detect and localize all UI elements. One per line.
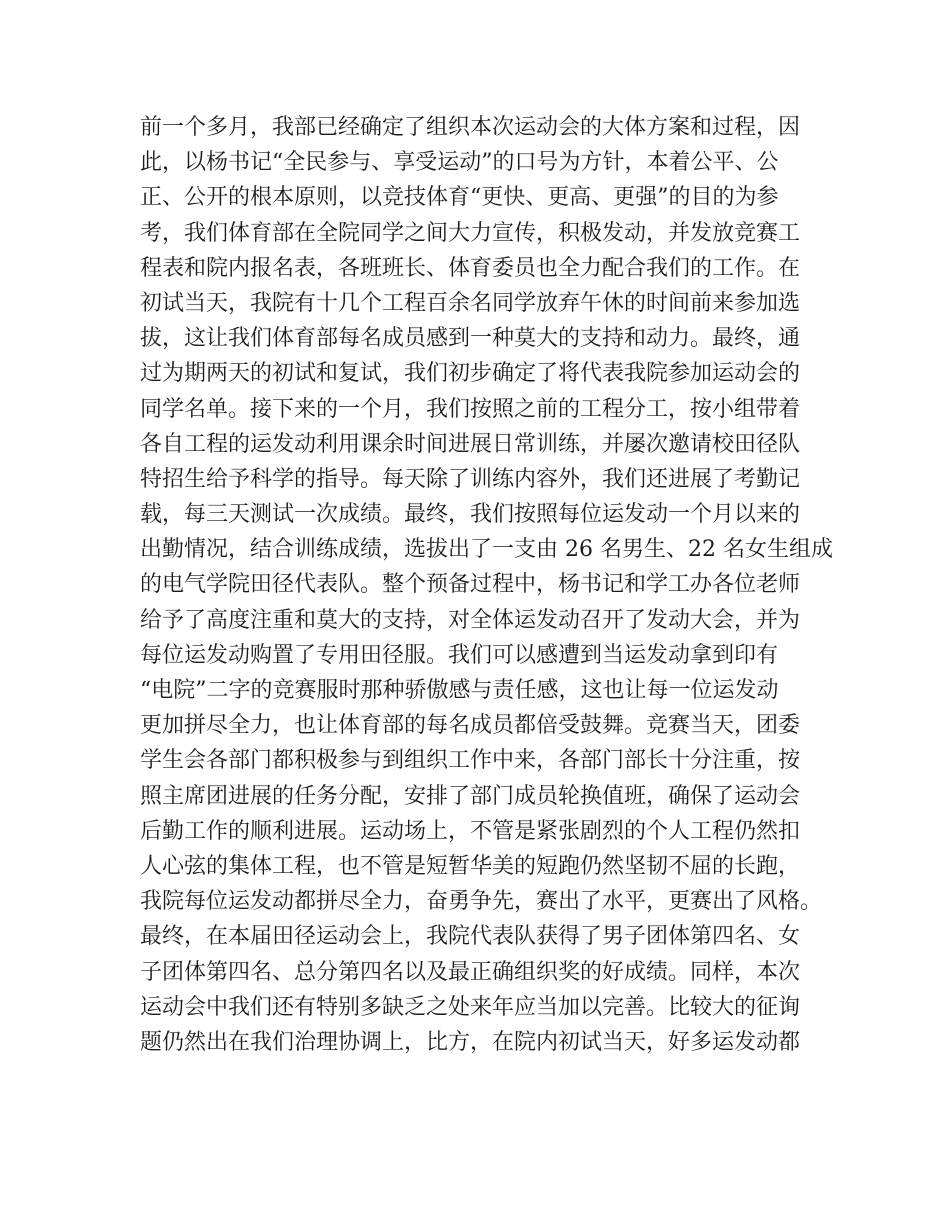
text-line: 后勤工作的顺利进展。运动场上，不管是紧张剧烈的个人工程仍然扣 bbox=[140, 818, 801, 844]
text-line: 学生会各部门都积极参与到组织工作中来，各部门部长十分注重，按 bbox=[140, 748, 801, 774]
text-line: “电院”二字的竞赛服时那种骄傲感与责任感，这也让每一位运发动 bbox=[140, 678, 779, 703]
text-line: 我院每位运发动都拼尽全力，奋勇争先，赛出了水平，更赛出了风格。 bbox=[140, 889, 823, 915]
text-line: 运动会中我们还有特别多缺乏之处来年应当加以完善。比较大的征询 bbox=[140, 994, 801, 1020]
text-line: 初试当天，我院有十几个工程百余名同学放弃午休的时间前来参加选 bbox=[140, 290, 801, 316]
text-line: 正、公开的根本原则，以竞技体育“更快、更高、更强”的目的为参 bbox=[140, 185, 779, 211]
text-line: 最终，在本届田径运动会上，我院代表队获得了男子团体第四名、女 bbox=[140, 924, 801, 950]
text-line: 此，以杨书记“全民参与、享受运动”的口号为方针，本着公平、公 bbox=[140, 150, 779, 176]
text-line: 每位运发动购置了专用田径服。我们可以感遭到当运发动拿到印有 bbox=[140, 642, 779, 668]
text-line: 特招生给予科学的指导。每天除了训练内容外，我们还进展了考勤记 bbox=[140, 466, 801, 492]
text-line: 过为期两天的初试和复试，我们初步确定了将代表我院参加运动会的 bbox=[140, 361, 801, 387]
text-line: 的电气学院田径代表队。整个预备过程中，杨书记和学工办各位老师 bbox=[140, 572, 801, 598]
text-line: 更加拼尽全力，也让体育部的每名成员都倍受鼓舞。竞赛当天，团委 bbox=[140, 713, 801, 739]
text-line: 子团体第四名、总分第四名以及最正确组织奖的好成绩。同样，本次 bbox=[140, 959, 801, 985]
text-line: 载，每三天测试一次成绩。最终，我们按照每位运发动一个月以来的 bbox=[140, 502, 801, 528]
text-line: 照主席团进展的任务分配，安排了部门成员轮换值班，确保了运动会 bbox=[140, 783, 801, 809]
text-line: 考，我们体育部在全院同学之间大力宣传，积极发动，并发放竞赛工 bbox=[140, 220, 801, 246]
text-line: 拔，这让我们体育部每名成员感到一种莫大的支持和动力。最终，通 bbox=[140, 326, 801, 352]
text-line: 人心弦的集体工程，也不管是短暂华美的短跑仍然坚韧不屈的长跑， bbox=[140, 853, 801, 879]
text-line: 给予了高度注重和莫大的支持，对全体运发动召开了发动大会，并为 bbox=[140, 607, 801, 633]
text-line: 程表和院内报名表，各班班长、体育委员也全力配合我们的工作。在 bbox=[140, 255, 801, 281]
text-line: 各自工程的运发动利用课余时间进展日常训练，并屡次邀请校田径队 bbox=[140, 431, 801, 457]
text-line: 前一个多月，我部已经确定了组织本次运动会的大体方案和过程，因 bbox=[140, 115, 801, 140]
body-paragraph bbox=[140, 110, 833, 1060]
text-line: 同学名单。接下来的一个月，我们按照之前的工程分工，按小组带着 bbox=[140, 396, 801, 422]
text-line: 出勤情况，结合训练成绩，选拔出了一支由 26 名男生、22 名女生组成 bbox=[140, 537, 833, 563]
text-line: 题仍然出在我们治理协调上，比方，在院内初试当天，好多运发动都 bbox=[140, 1029, 801, 1055]
